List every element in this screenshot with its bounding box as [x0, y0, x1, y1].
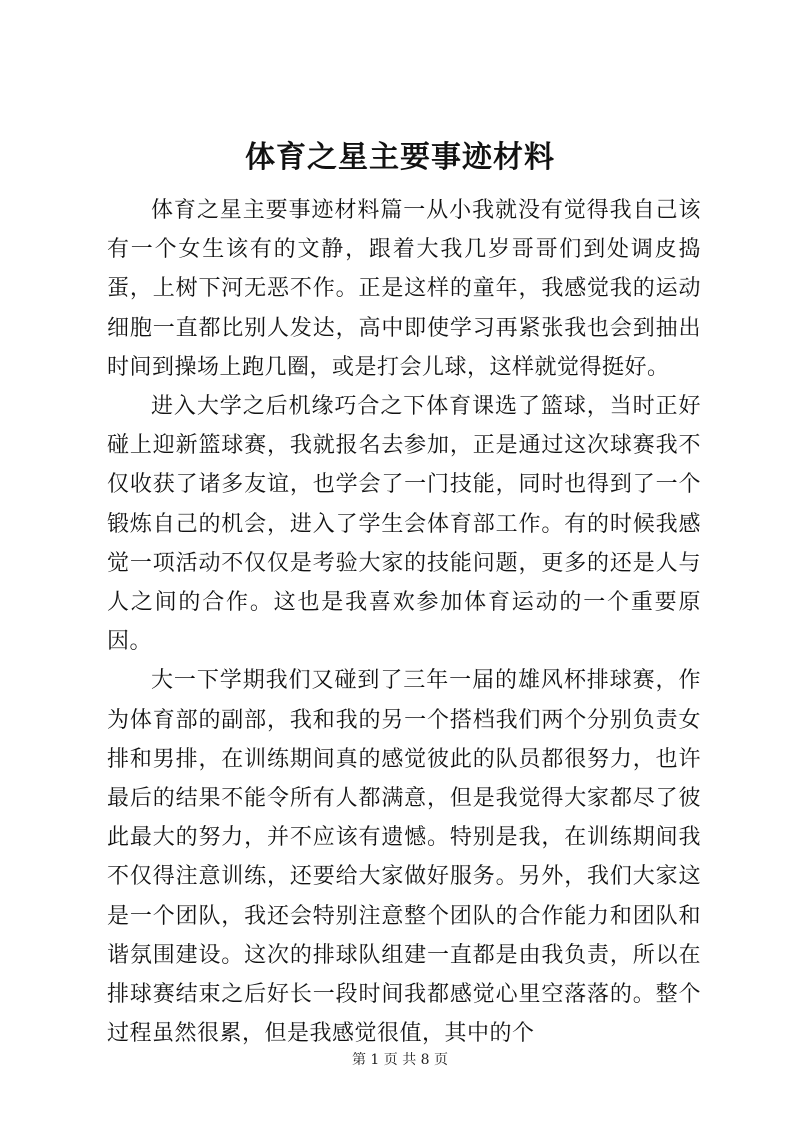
document-title: 体育之星主要事迹材料 [245, 140, 555, 175]
paragraph-3: 大一下学期我们又碰到了三年一届的雄风杯排球赛，作为体育部的副部，我和我的另一个搭档我们两个分别负责女排和男排，在训练期间真的感觉彼此的队员都很努力，也许最后的结果不能令所有人都满意，但是我觉得大家都尽了彼此最大的努力，并不应该有遗憾。特别是我，在训练期间我不仅得注意训练，还要给大家做好服务。另外，我们大家这是一个团队，我还会特别注意整个团队的合作能力和团队和谐氛围建设。这次的排球队组建一直都是由我负责，所以在排球赛结束之后好长一段时间我都感觉心里空落落的。整个过程虽然很累，但是我感觉很值，其中的个 [107, 668, 701, 1047]
paragraph-2: 进入大学之后机缘巧合之下体育课选了篮球，当时正好碰上迎新篮球赛，我就报名去参加，正是通过这次球赛我不仅收获了诸多友谊，也学会了一门技能，同时也得到了一个锻炼自己的机会，进入了学生会体育部工作。有的时候我感觉一项活动不仅仅是考验大家的技能问题，更多的还是人与人之间的合作。这也是我喜欢参加体育运动的一个重要原因。 [107, 394, 701, 655]
document-body [107, 191, 701, 1053]
paragraph-1: 体育之星主要事迹材料篇一从小我就没有觉得我自己该有一个女生该有的文静，跟着大我几岁哥哥们到处调皮捣蛋，上树下河无恶不作。正是这样的童年，我感觉我的运动细胞一直都比别人发达，高中即使学习再紧张我也会到抽出时间到操场上跑几圈，或是打会儿球，这样就觉得挺好。 [107, 198, 701, 380]
page-footer: 第 1 页 共 8 页 [351, 1052, 449, 1068]
